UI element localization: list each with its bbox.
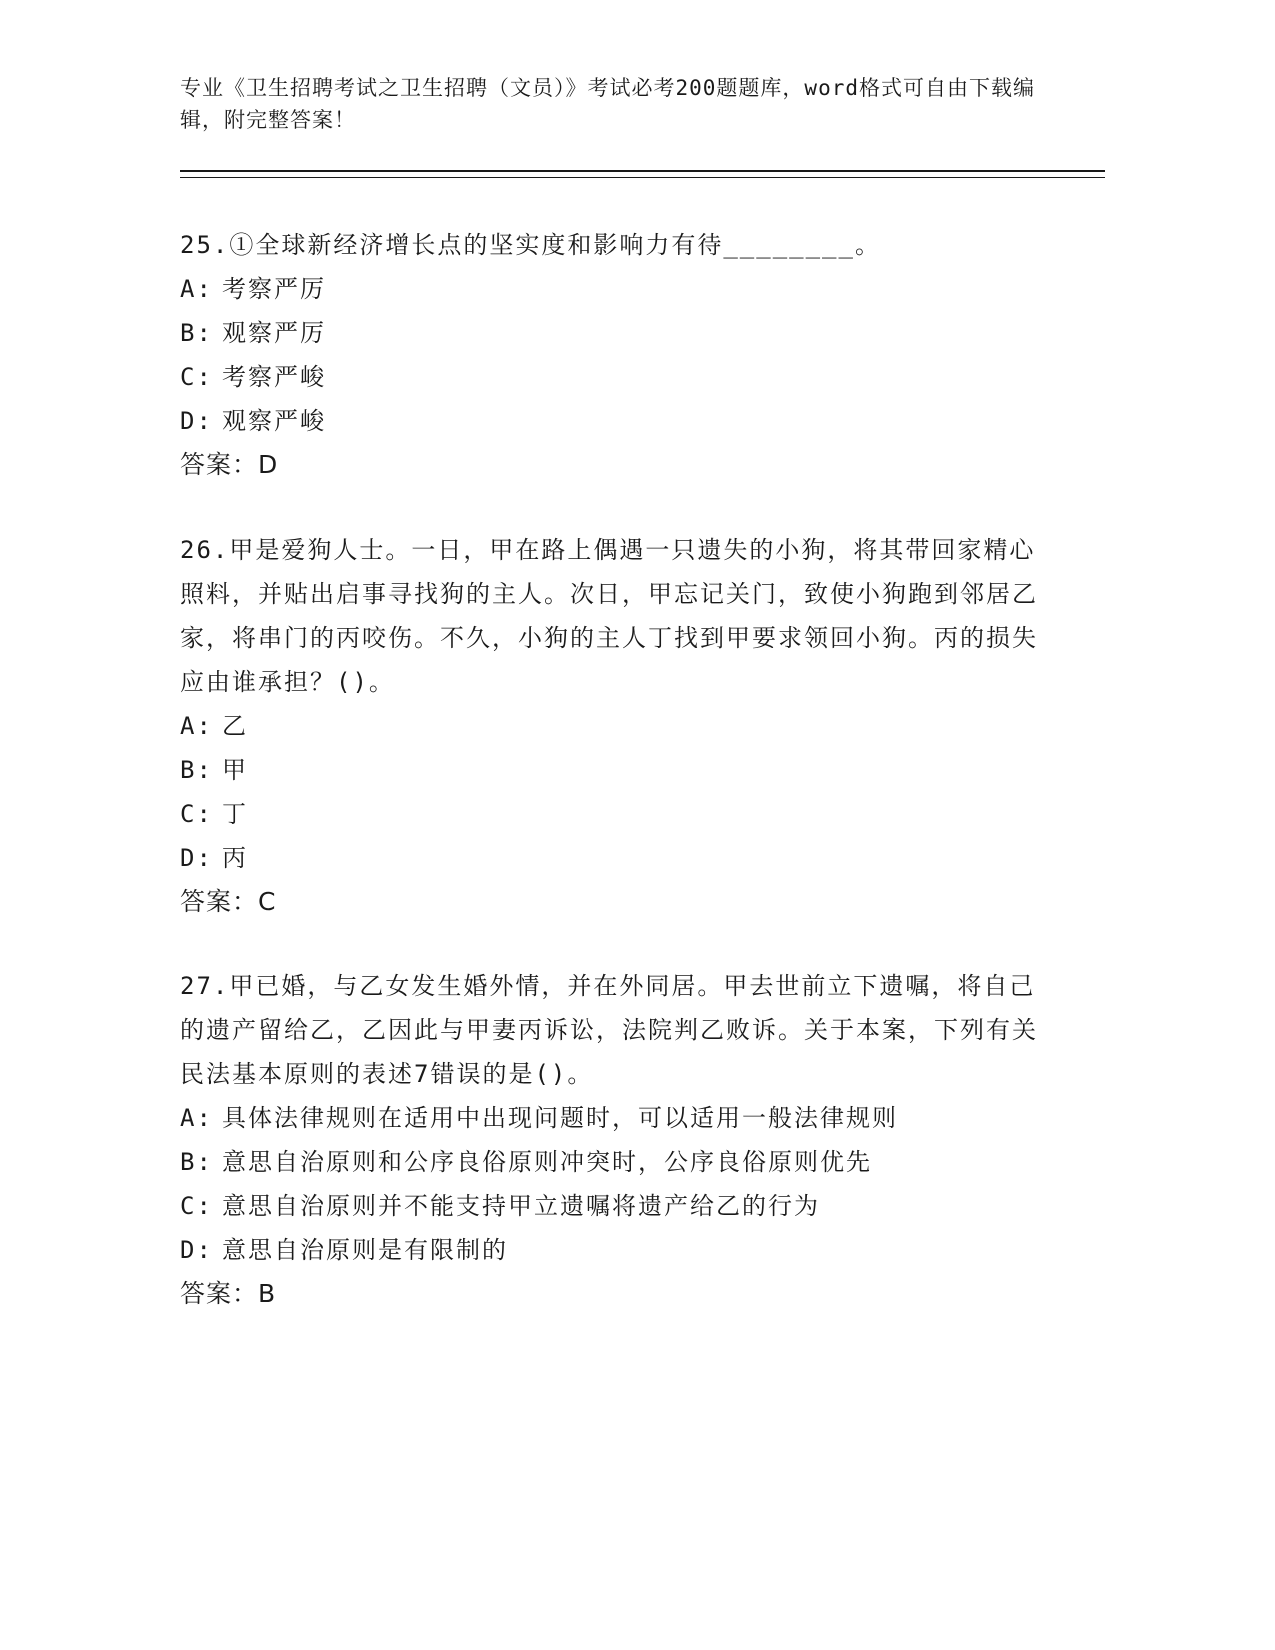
option-a	[180, 267, 1060, 311]
option-label: C:	[180, 800, 213, 828]
option-label: B:	[180, 756, 213, 784]
option-text: 具体法律规则在适用中出现问题时，可以适用一般法律规则	[222, 1104, 898, 1132]
option-label: D:	[180, 1236, 213, 1264]
option-d	[180, 1228, 1060, 1272]
option-text: 考察严厉	[222, 275, 326, 303]
option-label: A:	[180, 1104, 213, 1132]
answer-line: 答案：D	[180, 450, 279, 479]
option-c	[180, 792, 1060, 836]
option-label: B:	[180, 1148, 213, 1176]
question-27	[180, 964, 1060, 1316]
question-25	[180, 223, 1060, 487]
option-text: 意思自治原则和公序良俗原则冲突时，公序良俗原则优先	[222, 1148, 872, 1176]
question-stem: 26.甲是爱狗人士。一日，甲在路上偶遇一只遗失的小狗，将其带回家精心照料，并贴出启事寻找狗的主人。次日，甲忘记关门，致使小狗跑到邻居乙家，将串门的丙咬伤。不久，小狗的主人丁找到甲要求领回小狗。丙的损失应由谁承担？()。	[180, 536, 1038, 696]
option-text: 观察严峻	[222, 407, 326, 435]
answer-line: 答案：C	[180, 887, 277, 916]
option-text: 丙	[222, 844, 248, 872]
option-a	[180, 1096, 1060, 1140]
option-a	[180, 704, 1060, 748]
question-26	[180, 528, 1060, 924]
option-text: 意思自治原则是有限制的	[222, 1236, 508, 1264]
option-label: A:	[180, 712, 213, 740]
option-label: C:	[180, 1192, 213, 1220]
option-d	[180, 399, 1060, 443]
option-c	[180, 355, 1060, 399]
question-stem: 25.①全球新经济增长点的坚实度和影响力有待________。	[180, 231, 881, 259]
option-label: D:	[180, 844, 213, 872]
option-label: D:	[180, 407, 213, 435]
option-text: 丁	[222, 800, 248, 828]
option-text: 乙	[222, 712, 248, 740]
option-text: 观察严厉	[222, 319, 326, 347]
option-b	[180, 1140, 1060, 1184]
option-text: 甲	[222, 756, 248, 784]
option-c	[180, 1184, 1060, 1228]
option-b	[180, 311, 1060, 355]
option-text: 考察严峻	[222, 363, 326, 391]
option-b	[180, 748, 1060, 792]
document-header: 专业《卫生招聘考试之卫生招聘（文员）》考试必考200题题库，word格式可自由下载编辑，附完整答案！	[180, 76, 1035, 132]
answer-line: 答案：B	[180, 1279, 277, 1308]
option-text: 意思自治原则并不能支持甲立遗嘱将遗产给乙的行为	[222, 1192, 820, 1220]
header-divider	[180, 170, 1105, 178]
option-d	[180, 836, 1060, 880]
option-label: A:	[180, 275, 213, 303]
option-label: B:	[180, 319, 213, 347]
option-label: C:	[180, 363, 213, 391]
question-stem: 27.甲已婚，与乙女发生婚外情，并在外同居。甲去世前立下遗嘱，将自己的遗产留给乙，乙因此与甲妻丙诉讼，法院判乙败诉。关于本案，下列有关民法基本原则的表述7错误的是()。	[180, 972, 1038, 1088]
